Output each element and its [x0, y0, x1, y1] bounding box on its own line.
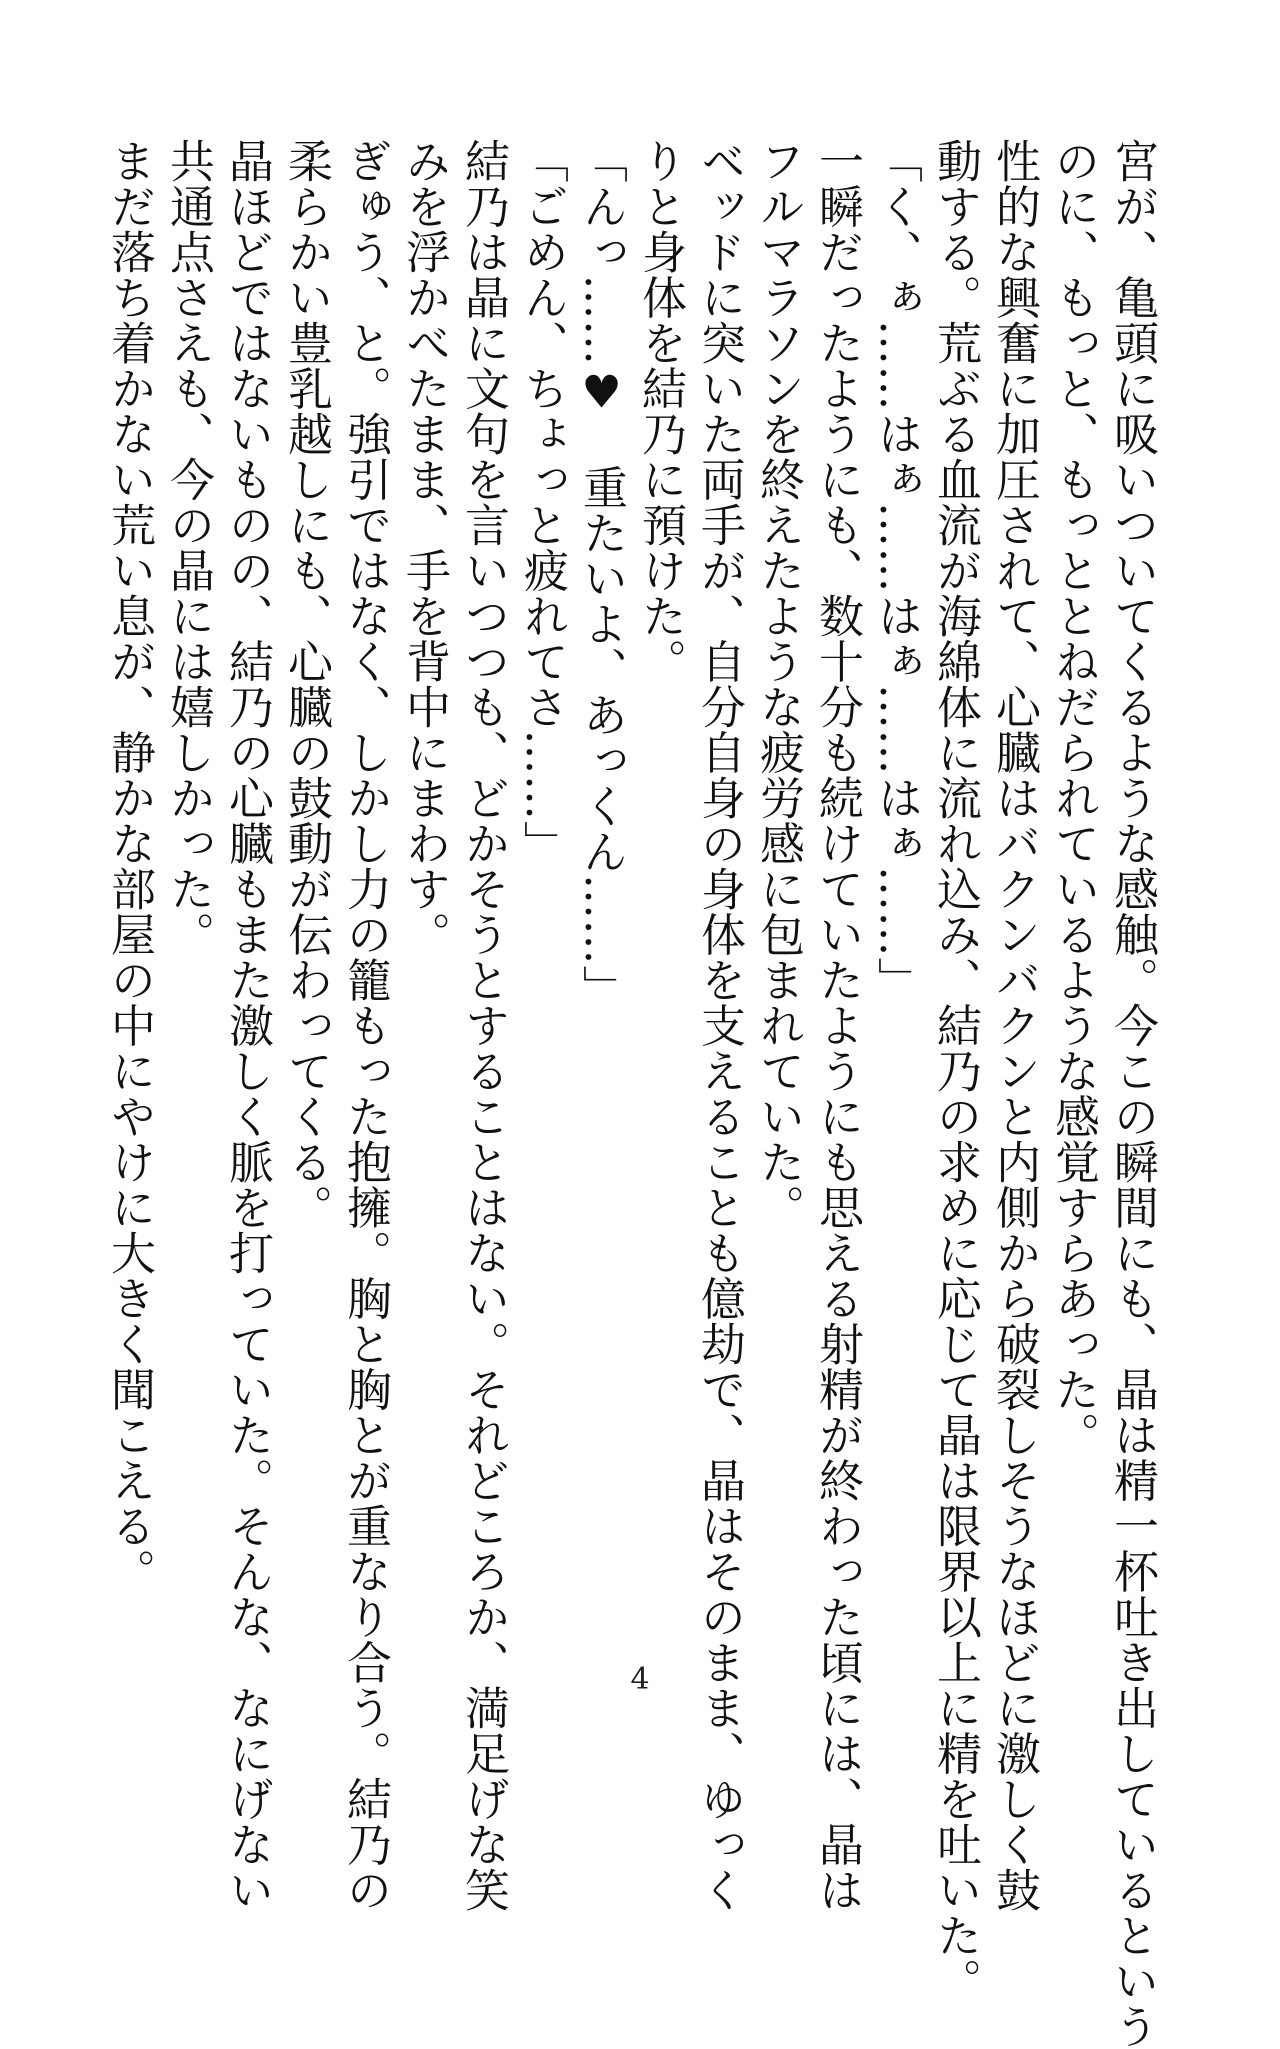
- text-line: のに、もっと、もっととねだられているような感覚すらあった。: [1047, 138, 1100, 1458]
- text-line: 「ごめん、ちょっと疲れてさ……」: [516, 138, 569, 866]
- text-line: みを浮かべたまま、手を背中にまわす。: [398, 138, 451, 957]
- text-line: 共通点さえも、今の晶には嬉しかった。: [162, 138, 215, 957]
- text-line: りと身体を結乃に預けた。: [634, 138, 687, 684]
- text-line: 「んっ……♥ 重たいよ、あっくん……」: [575, 138, 628, 1011]
- text-line: 晶ほどではないものの、結乃の心臓もまた激しく脈を打っていた。そんな、なにげない: [221, 138, 274, 1913]
- text-line: 柔らかい豊乳越しにも、心臓の鼓動が伝わってくる。: [280, 138, 333, 1230]
- text-line: まだ落ち着かない荒い息が、静かな部屋の中にやけに大きく聞こえる。: [103, 138, 156, 1594]
- text-line: フルマラソンを終えたような疲労感に包まれていた。: [752, 138, 805, 1230]
- text-line: 「く、ぁ……はぁ……はぁ……はぁ……」: [870, 138, 923, 1003]
- page-number: 4: [630, 1662, 650, 1697]
- text-line: 一瞬だったようにも、数十分も続けていたようにも思える射精が終わった頃には、晶は: [811, 138, 864, 1913]
- vertical-text-body: [100, 138, 1162, 2049]
- text-line: ぎゅう、と。強引ではなく、しかし力の籠もった抱擁。胸と胸とが重なり合う。結乃の: [339, 138, 392, 1913]
- text-line: 性的な興奮に加圧されて、心臓はバクンバクンと内側から破裂しそうなほどに激しく鼓: [988, 138, 1041, 1913]
- text-line: 結乃は晶に文句を言いつつも、どかそうとすることはない。それどころか、満足げな笑: [457, 138, 510, 1913]
- text-line: 宮が、亀頭に吸いついてくるような感触。今この瞬間にも、晶は精一杯吐き出しているという: [1106, 138, 1159, 2049]
- text-line: ベッドに突いた両手が、自分自身の身体を支えることも億劫で、晶はそのまま、ゆっく: [693, 138, 746, 1913]
- text-line: 動する。荒ぶる血流が海綿体に流れ込み、結乃の求めに応じて晶は限界以上に精を吐いた。: [929, 138, 982, 2004]
